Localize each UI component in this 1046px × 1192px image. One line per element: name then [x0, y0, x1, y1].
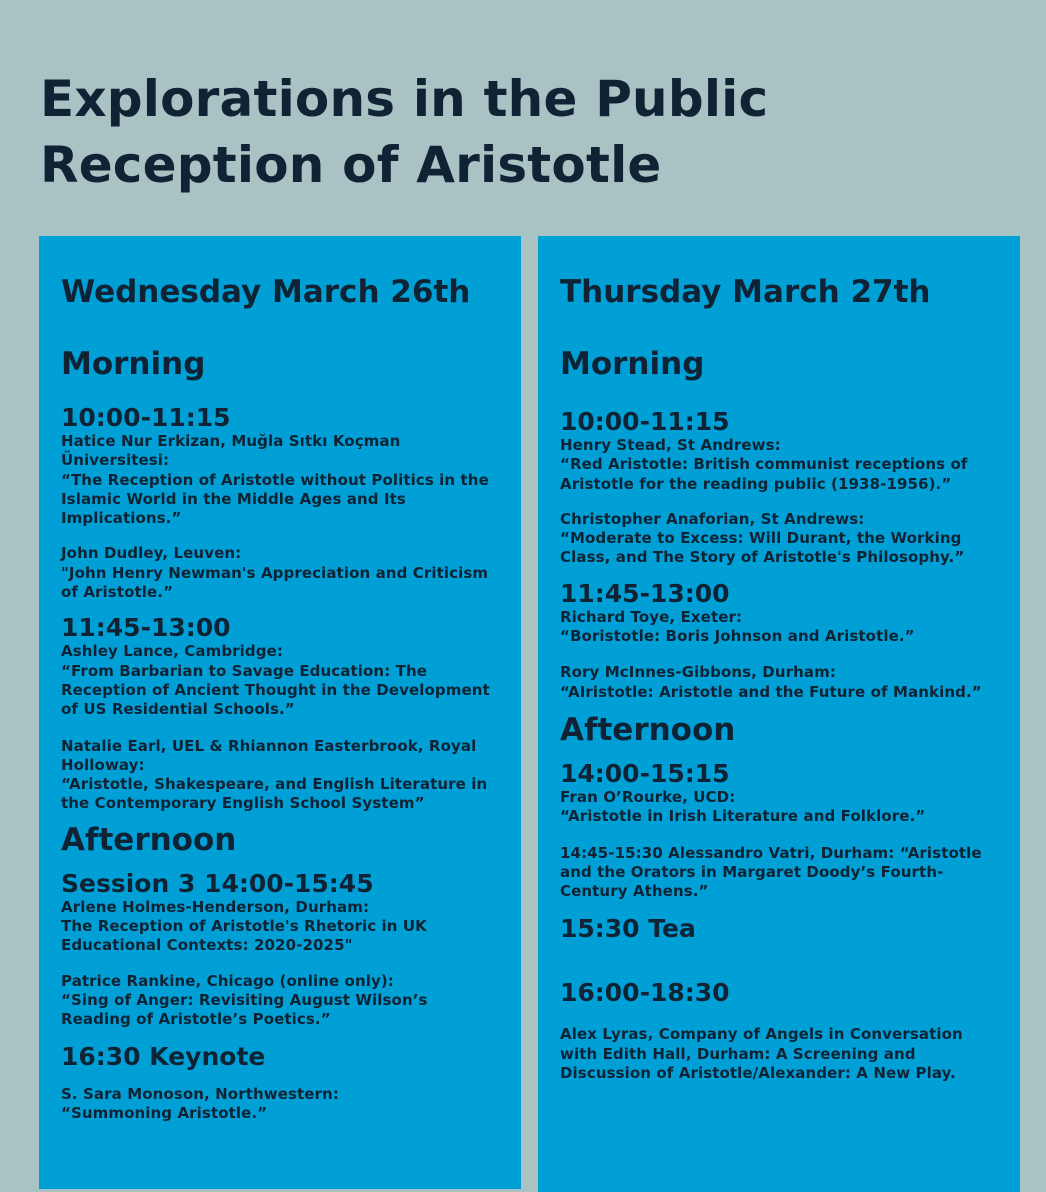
talk-title: “The Reception of Aristotle without Politics in the Islamic World in the Middle Ages and Its Implications.”	[61, 470, 489, 528]
talk-speaker: Ashley Lance, Cambridge:	[61, 642, 283, 661]
slot-time: 11:45-13:00	[61, 613, 231, 643]
talk-title: “Sing of Anger: Revisiting August Wilson’s Reading of Aristotle’s Poetics.”	[61, 990, 428, 1029]
slot-time: 16:00-18:30	[560, 978, 730, 1008]
talk-title: “From Barbarian to Savage Education: The Reception of Ancient Thought in the Development of US Residential Schools.”	[61, 661, 490, 719]
talk-title: "John Henry Newman's Appreciation and Criticism of Aristotle.”	[61, 563, 489, 602]
afternoon-heading: Afternoon	[61, 821, 237, 858]
talk-entry	[61, 1085, 499, 1124]
talk-entry	[560, 608, 998, 647]
talk-entry	[61, 972, 499, 1030]
talk-speaker: S. Sara Monoson, Northwestern:	[61, 1084, 339, 1103]
talk-entry	[560, 788, 998, 827]
talk-title: The Reception of Aristotle's Rhetoric in UK Educational Contexts: 2020-2025"	[61, 917, 427, 955]
morning-heading: Morning	[61, 346, 206, 382]
talk-title: “Aristotle, Shakespeare, and English Literature in the Contemporary English School System”	[61, 775, 488, 813]
slot-time: Session 3 14:00-15:45	[61, 868, 374, 898]
talk-title: “Moderate to Excess: Will Durant, the Working Class, and The Story of Aristotle's Philosophy.”	[560, 529, 965, 567]
keynote-heading: 16:30 Keynote	[61, 1041, 266, 1071]
talk-speaker: Natalie Earl, UEL & Rhiannon Easterbrook, Royal Holloway:	[61, 736, 477, 774]
talk-speaker: Fran O’Rourke, UCD:	[560, 787, 736, 806]
talk-entry	[560, 1025, 998, 1083]
talk-speaker: John Dudley, Leuven:	[61, 544, 242, 563]
talk-speaker: Hatice Nur Erkizan, Muğla Sıtkı Koçman Üniversitesi:	[61, 432, 401, 470]
talk-speaker: Richard Toye, Exeter:	[560, 607, 743, 626]
thursday-panel	[538, 236, 1020, 1192]
day-heading-wednesday: Wednesday March 26th	[61, 274, 471, 310]
talk-text: Alex Lyras, Company of Angels in Conversation with Edith Hall, Durham: A Screening and Discussion of Aristotle/Alexander: A New Play.	[560, 1025, 963, 1083]
slot-time: 11:45-13:00	[560, 578, 730, 608]
talk-entry	[560, 436, 998, 494]
talk-speaker: Arlene Holmes-Henderson, Durham:	[61, 897, 370, 916]
talk-title: “Boristotle: Boris Johnson and Aristotle.”	[560, 627, 915, 646]
talk-entry	[61, 544, 499, 602]
talk-title: “Aristotle in Irish Literature and Folklore.”	[560, 807, 926, 826]
talk-entry	[61, 642, 499, 719]
afternoon-heading: Afternoon	[560, 711, 736, 748]
talk-entry	[560, 844, 998, 902]
talk-speaker: Christopher Anaforian, St Andrews:	[560, 509, 865, 528]
day-heading-thursday: Thursday March 27th	[560, 274, 931, 310]
talk-title: “Red Aristotle: British communist receptions of Aristotle for the reading public (1938-1956).”	[560, 455, 968, 493]
slot-time: 10:00-11:15	[61, 403, 231, 432]
talk-entry	[560, 510, 998, 568]
talk-speaker: Henry Stead, St Andrews:	[560, 436, 781, 454]
talk-entry	[61, 432, 499, 528]
talk-entry	[560, 663, 998, 702]
slot-time: 10:00-11:15	[560, 407, 730, 436]
talk-title: “Summoning Aristotle.”	[61, 1103, 268, 1122]
talk-speaker: Rory McInnes-Gibbons, Durham:	[560, 663, 836, 682]
slot-time: 14:00-15:15	[560, 758, 730, 788]
morning-heading: Morning	[560, 346, 705, 382]
wednesday-panel	[39, 236, 521, 1189]
tea-break: 15:30 Tea	[560, 914, 696, 944]
page-title: Explorations in the Public Reception of Aristotle	[40, 70, 769, 194]
talk-speaker: Patrice Rankine, Chicago (online only):	[61, 971, 394, 990]
talk-title: “AIristotle: Aristotle and the Future of Mankind.”	[560, 682, 982, 701]
talk-entry	[61, 737, 499, 814]
talk-entry	[61, 898, 499, 956]
talk-text: 14:45-15:30 Alessandro Vatri, Durham: “Aristotle and the Orators in Margaret Doody’s Fourth-Century Athens.”	[560, 843, 982, 901]
